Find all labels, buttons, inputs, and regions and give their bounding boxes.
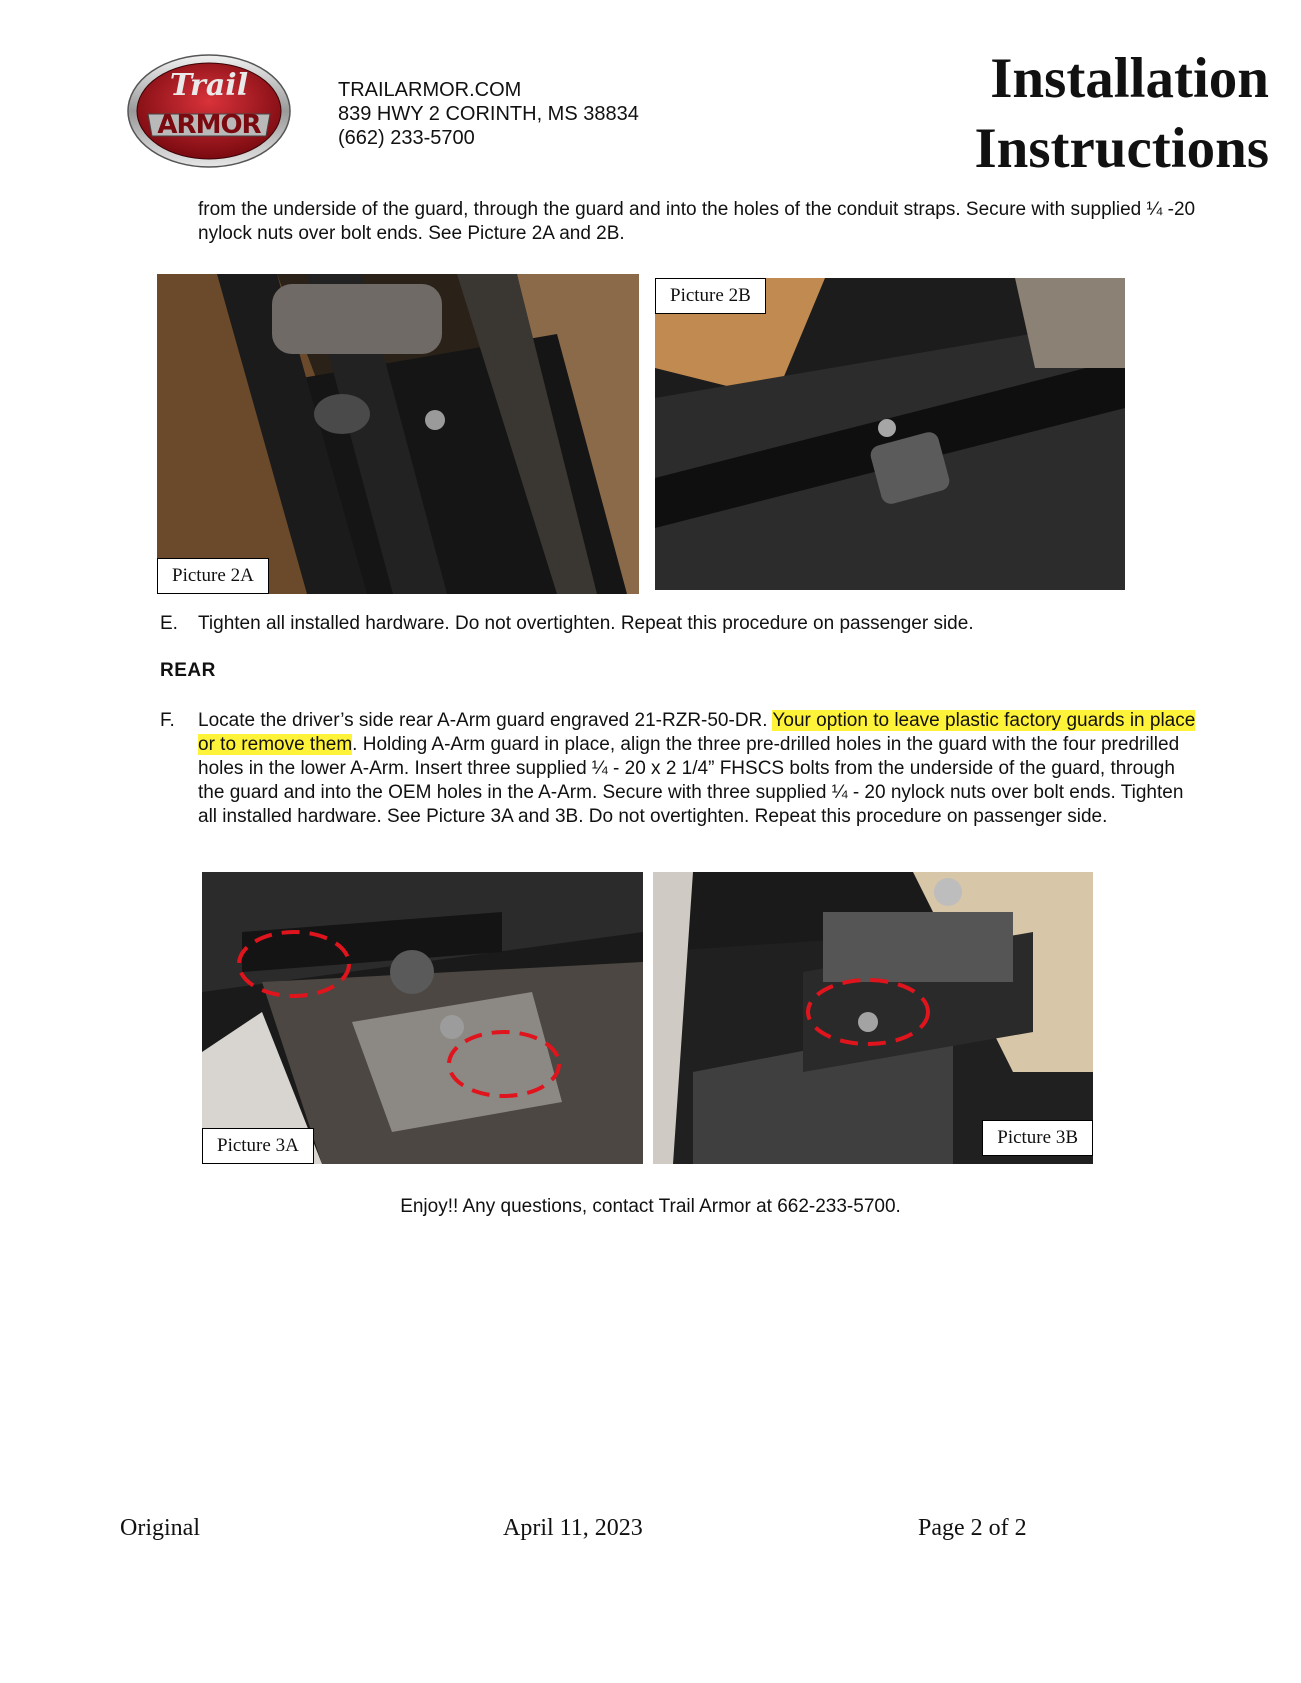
title-line-2: Instructions	[974, 117, 1269, 180]
step-e-text: Tighten all installed hardware. Do not overtighten. Repeat this procedure on passenger side.	[198, 613, 974, 634]
picture-3b	[653, 872, 1093, 1164]
highlight-circle	[449, 1032, 559, 1096]
footer-page-number: Page 2 of 2	[918, 1515, 1027, 1541]
step-f-text-after: . Holding A-Arm guard in place, align the three pre-drilled holes in the guard with the four predrilled holes in the lower A-Arm. Insert three supplied ¼ - 20 x 2 1/4” FHSCS bolts from the underside of the guard, through the guard and into the OEM holes in the A-Arm. Secure with three supplied ¼ - 20 nylock nuts over bolt ends. Tighten all installed hardware. See Picture 3A and 3B. Do not overtighten. Repeat this procedure on passenger side.	[198, 734, 1184, 827]
company-phone: (662) 233-5700	[338, 127, 475, 149]
company-info	[338, 78, 639, 150]
logo-text	[126, 52, 292, 170]
step-e-letter: E.	[160, 613, 178, 634]
logo-bottom-text: ARMOR	[157, 110, 261, 140]
picture-2b	[655, 278, 1125, 590]
picture-2a-caption: Picture 2A	[157, 558, 269, 594]
continuation-paragraph: from the underside of the guard, through the guard and into the holes of the conduit straps. Secure with supplied ¼ -20 nylock nuts over bolt ends. See Picture 2A and 2B.	[198, 199, 1196, 244]
document-title	[974, 44, 1269, 184]
picture-2a	[157, 274, 639, 594]
step-f-highlighted-note: Your option to leave plastic factory guards in place or to remove them	[198, 710, 1196, 755]
logo-top-text: Trail	[169, 68, 249, 103]
highlight-circle	[808, 980, 928, 1044]
footer-revision: Original	[120, 1515, 200, 1541]
closing-contact-line: Enjoy!! Any questions, contact Trail Armor at 662-233-5700.	[400, 1196, 901, 1217]
company-address: 839 HWY 2 CORINTH, MS 38834	[338, 103, 639, 125]
picture-3a-caption: Picture 3A	[202, 1128, 314, 1164]
picture-2b-caption: Picture 2B	[655, 278, 766, 314]
highlight-circle	[239, 932, 349, 996]
step-f-letter: F.	[160, 710, 175, 731]
company-website: TRAILARMOR.COM	[338, 79, 522, 101]
section-heading-rear: REAR	[160, 660, 216, 681]
step-f-text-before: Locate the driver’s side rear A-Arm guard engraved 21-RZR-50-DR.	[198, 710, 773, 731]
title-line-1: Installation	[990, 47, 1269, 110]
footer-date: April 11, 2023	[503, 1515, 643, 1541]
step-f-text	[198, 709, 1198, 829]
picture-3a	[202, 872, 643, 1164]
picture-3b-caption: Picture 3B	[982, 1120, 1093, 1156]
